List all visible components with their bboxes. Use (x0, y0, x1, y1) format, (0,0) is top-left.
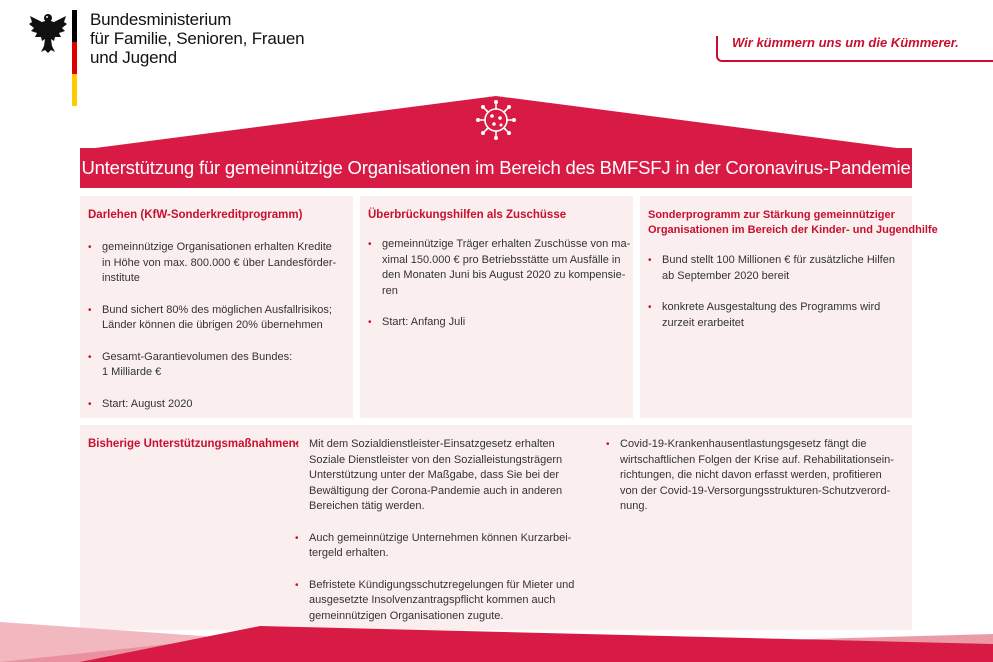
bullet-line: nung. (620, 500, 648, 512)
list-item (88, 397, 350, 413)
list-item (648, 300, 910, 331)
panel-title-line: Überbrückungshilfen als Zuschüsse (368, 209, 567, 221)
virus-icon (474, 98, 518, 142)
ministry-line: für Familie, Senioren, Frauen (90, 29, 305, 48)
bullet-list-right (606, 437, 906, 531)
bullet-list (648, 253, 910, 347)
bullet-line: • Bund sichert 80% des möglichen Ausfallrisikos; (102, 303, 332, 316)
bullet-line: • Covid-19-Krankenhausentlastungsgesetz fängt die (620, 438, 867, 450)
bullet-line: in Höhe von max. 800.000 € über Landesförder- (102, 256, 337, 269)
bottom-decoration (0, 600, 993, 662)
panel-title (88, 208, 302, 223)
bullet-line: den Monaten Juni bis August 2020 zu kompensie- (382, 269, 626, 281)
panel-title: Bisherige Unterstützungsmaßnahmen: (88, 438, 300, 450)
bullet-line: ab September 2020 bereit (662, 269, 790, 282)
bullet-line: Bereichen tätig werden. (309, 500, 425, 512)
panel-title-line: Darlehen (KfW-Sonderkreditprogramm) (88, 209, 303, 221)
ministry-name (90, 10, 304, 67)
bullet-line: wirtschaftlichen Folgen der Krise auf. Rehabilitationsein- (620, 453, 894, 466)
list-item (88, 303, 350, 334)
bullet-line: ximal 150.000 € pro Betriebsstätte um Ausfälle in (382, 253, 621, 266)
bullet-line: • konkrete Ausgestaltung des Programms wird (662, 301, 881, 313)
bullet-line: zurzeit erarbeitet (662, 316, 744, 329)
panel-darlehen (80, 196, 353, 418)
list-item (606, 437, 906, 515)
bullet-line: • Bund stellt 100 Millionen € für zusätzliche Hilfen (662, 254, 895, 266)
slogan: Wir kümmern uns um die Kümmerer. (732, 35, 959, 50)
bullet-line: • Start: August 2020 (102, 397, 193, 410)
federal-eagle-icon (28, 10, 68, 54)
bullet-line: • gemeinnützige Träger erhalten Zuschüsse von ma- (382, 238, 631, 250)
bullet-line: Länder können die übrigen 20% übernehmen (102, 319, 323, 331)
ministry-line: und Jugend (90, 48, 177, 67)
german-flag-stripe (72, 10, 77, 106)
bullet-line: • Gesamt-Garantievolumen des Bundes: (102, 350, 293, 363)
bullet-line: • Befristete Kündigungsschutzregelungen für Mieter und (309, 578, 575, 591)
bullet-line: • Mit dem Sozialdienstleister-Einsatzgesetz erhalten (309, 438, 555, 450)
bullet-line: institute (102, 272, 140, 284)
list-item (648, 253, 910, 284)
bullet-line: ren (382, 284, 398, 297)
ministry-line: Bundesministerium (90, 10, 232, 29)
bullet-line: Bewältigung der Corona-Pandemie auch in anderen (309, 484, 563, 497)
list-item (295, 531, 595, 562)
bullet-line: • Auch gemeinnützige Unternehmen können Kurzarbei- (309, 531, 572, 544)
list-item (368, 315, 630, 331)
bullet-line: Unterstützung unter der Maßgabe, dass Sie bei der (309, 469, 560, 481)
bullet-line: richtungen, die nicht davon erfasst werden, profitieren (620, 469, 882, 481)
list-item (88, 240, 350, 287)
bullet-list (88, 240, 350, 428)
panel-title-line: Organisationen im Bereich der Kinder- und Jugendhilfe (648, 224, 938, 236)
bullet-line: • gemeinnützige Organisationen erhalten Kredite (102, 241, 332, 253)
list-item (368, 237, 630, 299)
bullet-line: ausgesetzte Insolvenzantragspflicht kommen auch (309, 594, 556, 606)
bullet-list (368, 237, 630, 347)
panel-title-line: Sonderprogramm zur Stärkung gemeinnütziger (648, 209, 895, 221)
page-title: Unterstützung für gemeinnützige Organisationen im Bereich des BMFSFJ in der Coronavirus-Pandemie (80, 148, 912, 188)
bullet-line: • Start: Anfang Juli (382, 316, 466, 328)
bullet-line: von der Covid-19-Versorgungsstrukturen-Schutzverord- (620, 484, 891, 497)
panel-sonderprogramm (640, 196, 938, 418)
bullet-line: 1 Milliarde € (102, 366, 162, 378)
list-item (88, 350, 350, 381)
bullet-line: tergeld erhalten. (309, 547, 389, 559)
panel-ueberbrueckungshilfen (360, 196, 633, 418)
bullet-line: gemeinnützigen Organisationen zugute. (309, 609, 504, 622)
list-item (295, 437, 595, 515)
panel-title (648, 208, 938, 238)
bullet-line: Soziale Dienstleister von den Sozialleistungsträgern (309, 453, 563, 466)
panel-title (368, 208, 566, 223)
